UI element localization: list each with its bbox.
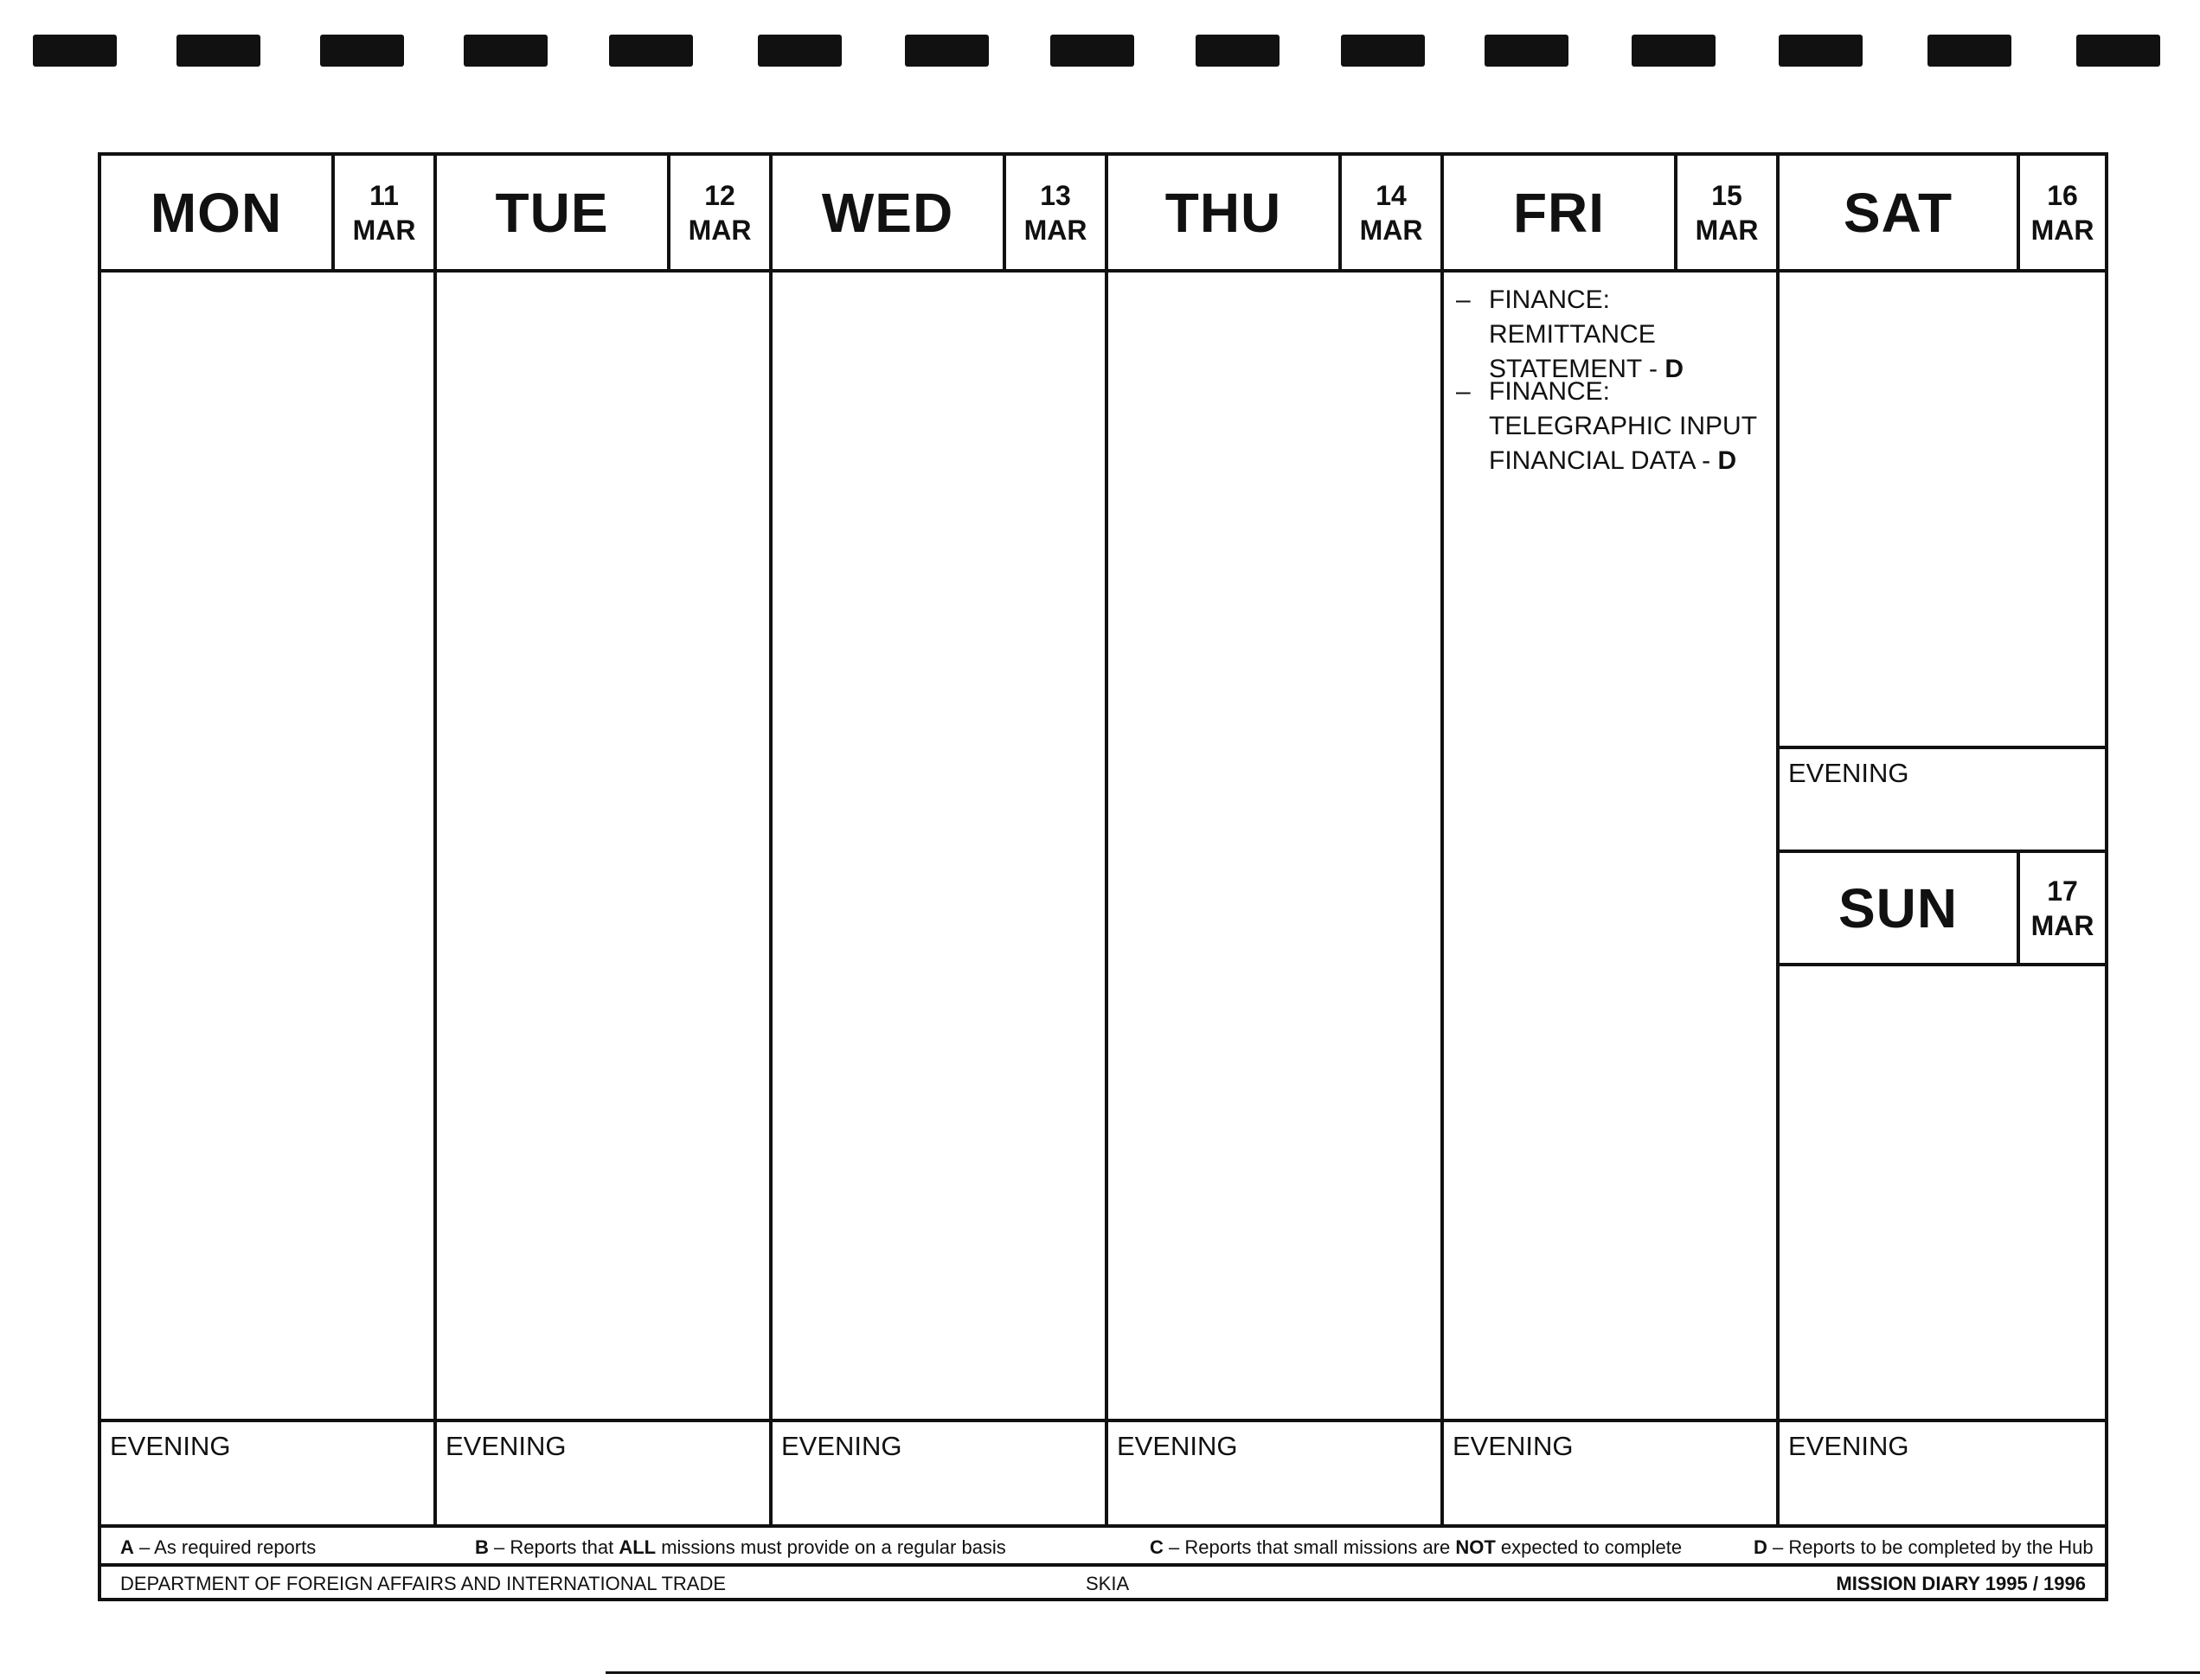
evening-label: EVENING [1788, 758, 1909, 788]
page-footer [101, 1567, 2105, 1598]
legend-item-a [120, 1536, 316, 1559]
entry-dash: – [1456, 377, 1471, 406]
day-name: SAT [1780, 156, 2020, 269]
date-day: 12 [704, 179, 735, 211]
binder-hole [176, 35, 260, 67]
day-name: WED [773, 156, 1006, 269]
day-header [773, 156, 1105, 273]
legend-separator: – [488, 1536, 510, 1558]
entry-report-code: D [1717, 446, 1737, 475]
day-date [1006, 156, 1105, 269]
diary-title: MISSION DIARY 1995 / 1996 [1836, 1573, 2086, 1594]
day-notes-area[interactable] [773, 273, 1105, 1419]
day-header [1108, 156, 1440, 273]
binder-hole [33, 35, 117, 67]
day-notes-area-sun[interactable] [1780, 966, 2105, 1419]
date-month: MAR [688, 214, 752, 246]
date-day: 17 [2047, 875, 2078, 907]
entry-dash: – [1456, 285, 1471, 314]
date-day: 13 [1040, 179, 1071, 211]
diary-entry [1456, 375, 1767, 478]
binder-hole [1196, 35, 1280, 67]
weekly-calendar [98, 152, 2108, 1601]
day-header [101, 156, 433, 273]
legend-text: Reports to be completed by the Hub [1788, 1536, 2094, 1558]
legend-text: Reports that small missions are [1184, 1536, 1456, 1558]
day-date [670, 156, 769, 269]
binder-hole [1779, 35, 1863, 67]
evening-box[interactable] [773, 1419, 1105, 1524]
binder-hole [464, 35, 548, 67]
evening-label: EVENING [1788, 1431, 1909, 1461]
day-date [335, 156, 433, 269]
legend-item-b [475, 1536, 1006, 1559]
date-day: 11 [369, 179, 399, 211]
day-notes-area[interactable] [437, 273, 769, 1419]
page-edge-rule [606, 1671, 2200, 1674]
entry-text: FINANCE: TELEGRAPHIC INPUT FINANCIAL DATA - [1489, 377, 1757, 475]
day-notes-area[interactable] [101, 273, 433, 1419]
day-date [1342, 156, 1440, 269]
day-column-wed [773, 156, 1108, 1524]
day-name: MON [101, 156, 335, 269]
day-notes-area[interactable] [1108, 273, 1440, 1419]
binder-hole [905, 35, 989, 67]
binder-hole [320, 35, 404, 67]
department-name: DEPARTMENT OF FOREIGN AFFAIRS AND INTERNATIONAL TRADE [120, 1573, 727, 1594]
day-date [1677, 156, 1776, 269]
evening-box[interactable] [1108, 1419, 1440, 1524]
legend-emphasis: NOT [1455, 1536, 1496, 1558]
day-header [1444, 156, 1776, 273]
binder-holes [0, 0, 2200, 95]
day-name: FRI [1444, 156, 1677, 269]
evening-box[interactable] [101, 1419, 433, 1524]
legend-key: B [475, 1536, 489, 1558]
legend-key: C [1150, 1536, 1164, 1558]
legend-separator: – [1767, 1536, 1789, 1558]
binder-hole [2076, 35, 2160, 67]
binder-hole [1632, 35, 1716, 67]
day-header-sat [1780, 156, 2105, 273]
footer-code: SKIA [1086, 1573, 1130, 1594]
date-month: MAR [1695, 214, 1759, 246]
day-column-tue [437, 156, 773, 1524]
entry-text: FINANCE: REMITTANCE STATEMENT - [1489, 285, 1658, 383]
date-month: MAR [2030, 214, 2094, 246]
evening-label: EVENING [446, 1431, 567, 1461]
binder-hole [1341, 35, 1425, 67]
evening-label: EVENING [781, 1431, 902, 1461]
day-header-sun [1780, 850, 2105, 966]
legend-item-d [1754, 1536, 2094, 1559]
date-month: MAR [1023, 214, 1087, 246]
day-date [2020, 156, 2105, 269]
day-name: SUN [1780, 853, 2020, 963]
date-month: MAR [352, 214, 416, 246]
date-day: 15 [1711, 179, 1742, 211]
day-name: TUE [437, 156, 670, 269]
evening-label: EVENING [1453, 1431, 1574, 1461]
legend-key: A [120, 1536, 134, 1558]
entry-report-code: D [1664, 355, 1684, 383]
day-column-mon [101, 156, 437, 1524]
legend-emphasis: ALL [619, 1536, 657, 1558]
evening-box-sun[interactable] [1780, 1419, 2105, 1524]
legend-text: missions must provide on a regular basis [656, 1536, 1006, 1558]
legend-separator: – [1163, 1536, 1185, 1558]
evening-label: EVENING [110, 1431, 231, 1461]
diary-entry [1456, 283, 1767, 387]
evening-label: EVENING [1117, 1431, 1238, 1461]
binder-hole [1485, 35, 1568, 67]
day-column-fri [1444, 156, 1780, 1524]
binder-hole [609, 35, 693, 67]
date-day: 16 [2047, 179, 2078, 211]
day-name: THU [1108, 156, 1342, 269]
day-column-thu [1108, 156, 1444, 1524]
legend-separator: – [133, 1536, 155, 1558]
date-month: MAR [1359, 214, 1423, 246]
day-column-weekend [1780, 156, 2105, 1524]
legend-text: Reports that [510, 1536, 619, 1558]
day-header [437, 156, 769, 273]
day-notes-area[interactable] [1444, 273, 1776, 1419]
report-legend [101, 1524, 2105, 1567]
date-day: 14 [1376, 179, 1407, 211]
day-notes-area-sat[interactable] [1780, 273, 2105, 746]
binder-hole [1927, 35, 2011, 67]
binder-hole [1050, 35, 1134, 67]
legend-item-c [1150, 1536, 1682, 1559]
legend-text: expected to complete [1495, 1536, 1683, 1558]
binder-hole [758, 35, 842, 67]
evening-box[interactable] [437, 1419, 769, 1524]
legend-text: As required reports [154, 1536, 317, 1558]
evening-box[interactable] [1444, 1419, 1776, 1524]
evening-box-sat[interactable] [1780, 746, 2105, 850]
day-date [2020, 853, 2105, 963]
date-month: MAR [2030, 909, 2094, 941]
legend-key: D [1754, 1536, 1767, 1558]
